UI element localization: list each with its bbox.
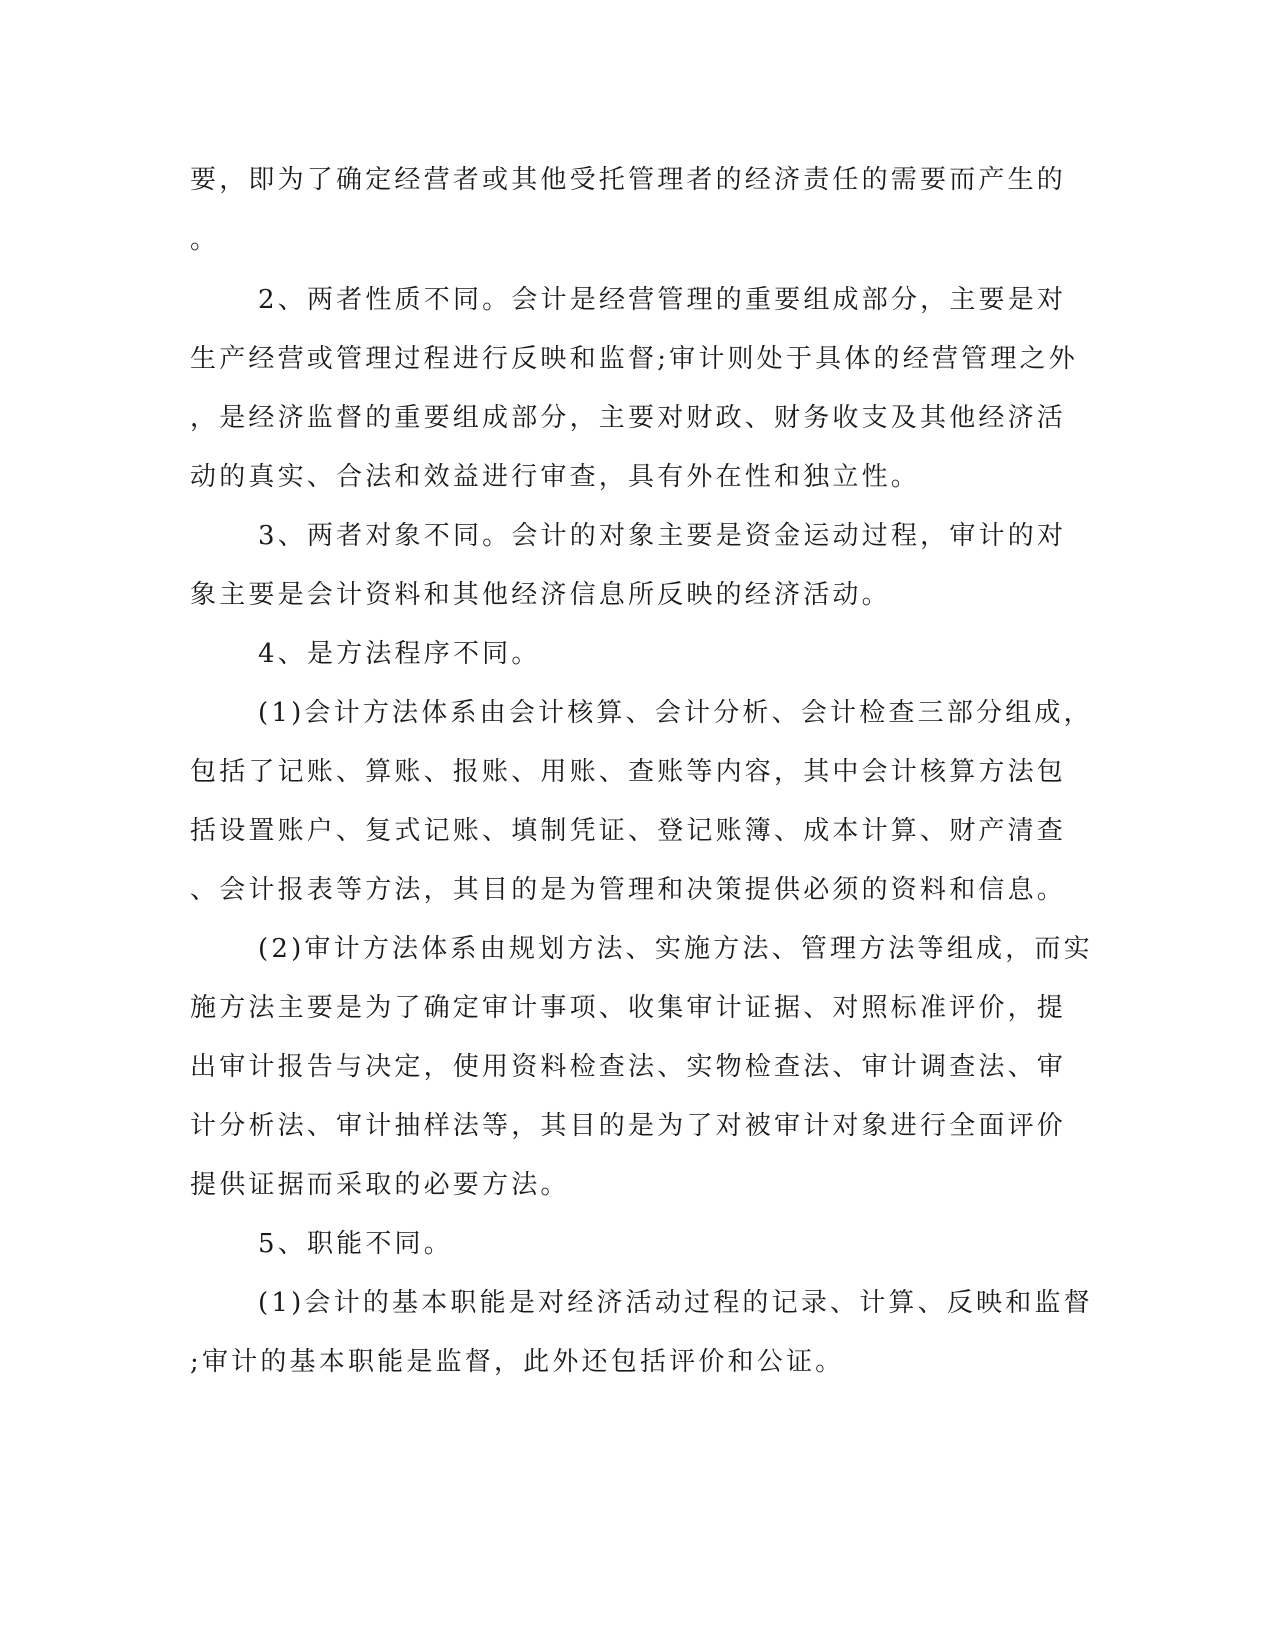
text-line: 3、两者对象不同。会计的对象主要是资金运动过程，审计的对 — [258, 521, 1067, 551]
text-line: 计分析法、审计抽样法等，其目的是为了对被审计对象进行全面评价 — [190, 1111, 1067, 1141]
text-line: (2)审计方法体系由规划方法、实施方法、管理方法等组成，而实 — [258, 934, 1093, 964]
text-line: 。 — [190, 225, 220, 255]
text-line: 施方法主要是为了确定审计事项、收集审计证据、对照标准评价，提 — [190, 993, 1067, 1023]
text-line: (1)会计方法体系由会计核算、会计分析、会计检查三部分组成， — [258, 698, 1093, 728]
text-line: 包括了记账、算账、报账、用账、查账等内容，其中会计核算方法包 — [190, 757, 1067, 787]
text-line: ;审计的基本职能是监督，此外还包括评价和公证。 — [190, 1347, 845, 1377]
text-line: 生产经营或管理过程进行反映和监督;审计则处于具体的经营管理之外 — [190, 344, 1078, 374]
text-line: 象主要是会计资料和其他经济信息所反映的经济活动。 — [190, 580, 891, 610]
text-line: 出审计报告与决定，使用资料检查法、实物检查法、审计调查法、审 — [190, 1052, 1067, 1082]
text-line: 、会计报表等方法，其目的是为管理和决策提供必须的资料和信息。 — [190, 875, 1067, 905]
text-line: 4、是方法程序不同。 — [258, 639, 541, 669]
text-line: 动的真实、合法和效益进行审查，具有外在性和独立性。 — [190, 462, 921, 492]
text-line: ，是经济监督的重要组成部分，主要对财政、财务收支及其他经济活 — [190, 403, 1067, 433]
text-line: (1)会计的基本职能是对经济活动过程的记录、计算、反映和监督 — [258, 1288, 1093, 1318]
text-line: 2、两者性质不同。会计是经营管理的重要组成部分，主要是对 — [258, 285, 1067, 315]
text-line: 5、职能不同。 — [258, 1229, 453, 1259]
text-line: 括设置账户、复式记账、填制凭证、登记账簿、成本计算、财产清查 — [190, 816, 1067, 846]
text-line: 提供证据而采取的必要方法。 — [190, 1170, 570, 1200]
text-line: 要，即为了确定经营者或其他受托管理者的经济责任的需要而产生的 — [190, 165, 1067, 195]
